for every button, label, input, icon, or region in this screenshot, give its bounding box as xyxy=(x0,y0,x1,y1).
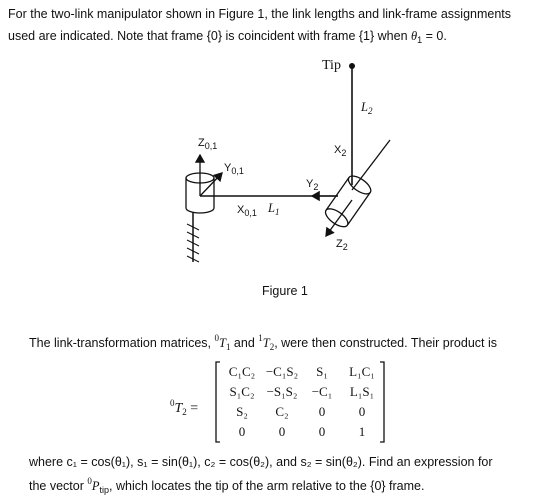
lhs-pre: 0 xyxy=(170,398,175,408)
footer-text-2: the vector xyxy=(29,479,88,493)
m01: −C₁S₂ xyxy=(265,364,299,379)
ptip-main: P xyxy=(91,479,100,493)
x01-text: X xyxy=(237,204,245,216)
z2-sub: 2 xyxy=(342,242,348,252)
problem-text-2-end: = 0. xyxy=(422,29,447,43)
footer-line-1 xyxy=(29,455,493,469)
ptip-sub: tip xyxy=(99,485,110,495)
x2-sub: 2 xyxy=(341,148,347,158)
z01-text: Z xyxy=(198,137,205,149)
intro-end: , were then constructed. Their product is xyxy=(274,336,497,350)
m02: S₁ xyxy=(316,364,328,379)
t2-main: T xyxy=(262,336,270,350)
t1-main: T xyxy=(218,336,226,350)
t2-pre: 1 xyxy=(258,333,263,343)
m20: S₂ xyxy=(236,404,248,419)
y2-text: Y xyxy=(306,178,314,190)
m13: L₁S₁ xyxy=(349,384,375,399)
m30: 0 xyxy=(238,424,246,439)
m23: 0 xyxy=(358,404,366,419)
problem-text-2: used are indicated. Note that frame {0} is coincident with frame {1} when xyxy=(8,29,412,43)
m11: −S₁S₂ xyxy=(266,384,298,399)
m32: 0 xyxy=(318,424,326,439)
and-text: and xyxy=(230,336,259,350)
l2-sub: 2 xyxy=(367,106,373,116)
y01-sub: 0,1 xyxy=(231,166,244,176)
m22: 0 xyxy=(318,404,326,419)
x01-sub: 0,1 xyxy=(244,208,257,218)
l2-text: L xyxy=(361,100,368,114)
lhs-main: T xyxy=(174,401,183,416)
theta-subscript: 1 xyxy=(417,35,423,45)
l1-text: L xyxy=(268,201,275,215)
x2-text: X xyxy=(334,144,342,156)
m00: C₁C₂ xyxy=(228,364,256,379)
footer-text-1: where c₁ = cos(θ₁), s₁ = sin(θ₁), c₂ = cos(θ₂), and s₂ = sin(θ₂). Find an expression for xyxy=(29,455,493,469)
theta-symbol: θ xyxy=(411,29,418,43)
lhs-sub: 2 xyxy=(182,407,187,417)
ptip-sup: 0 xyxy=(87,476,92,486)
z01-sub: 0,1 xyxy=(204,141,218,151)
t1-sub: 1 xyxy=(225,342,231,352)
z2-text: Z xyxy=(336,238,343,250)
transform-matrix xyxy=(222,364,382,444)
m33: 1 xyxy=(358,424,366,439)
m10: S₁C₂ xyxy=(229,384,255,399)
footer-text-2-end: , which locates the tip of the arm relative to the {0} frame. xyxy=(109,479,425,493)
lhs-eq: = xyxy=(190,401,199,416)
problem-text-1: For the two-link manipulator shown in Figure 1, the link lengths and link-frame assignments xyxy=(8,7,512,21)
y2-sub: 2 xyxy=(313,182,319,192)
figure-caption: Figure 1 xyxy=(262,284,308,298)
tip-label: Tip xyxy=(322,58,341,73)
m12: −C₁ xyxy=(311,384,333,399)
l1-sub: 1 xyxy=(274,207,280,217)
intro-text: The link-transformation matrices, xyxy=(29,336,215,350)
m03: L₁C₁ xyxy=(349,364,375,379)
m21: C₂ xyxy=(275,404,289,419)
t1-pre: 0 xyxy=(214,333,219,343)
y01-text: Y xyxy=(224,162,232,174)
footer-line-2 xyxy=(29,476,424,495)
m31: 0 xyxy=(278,424,286,439)
t2-sub: 2 xyxy=(269,342,275,352)
